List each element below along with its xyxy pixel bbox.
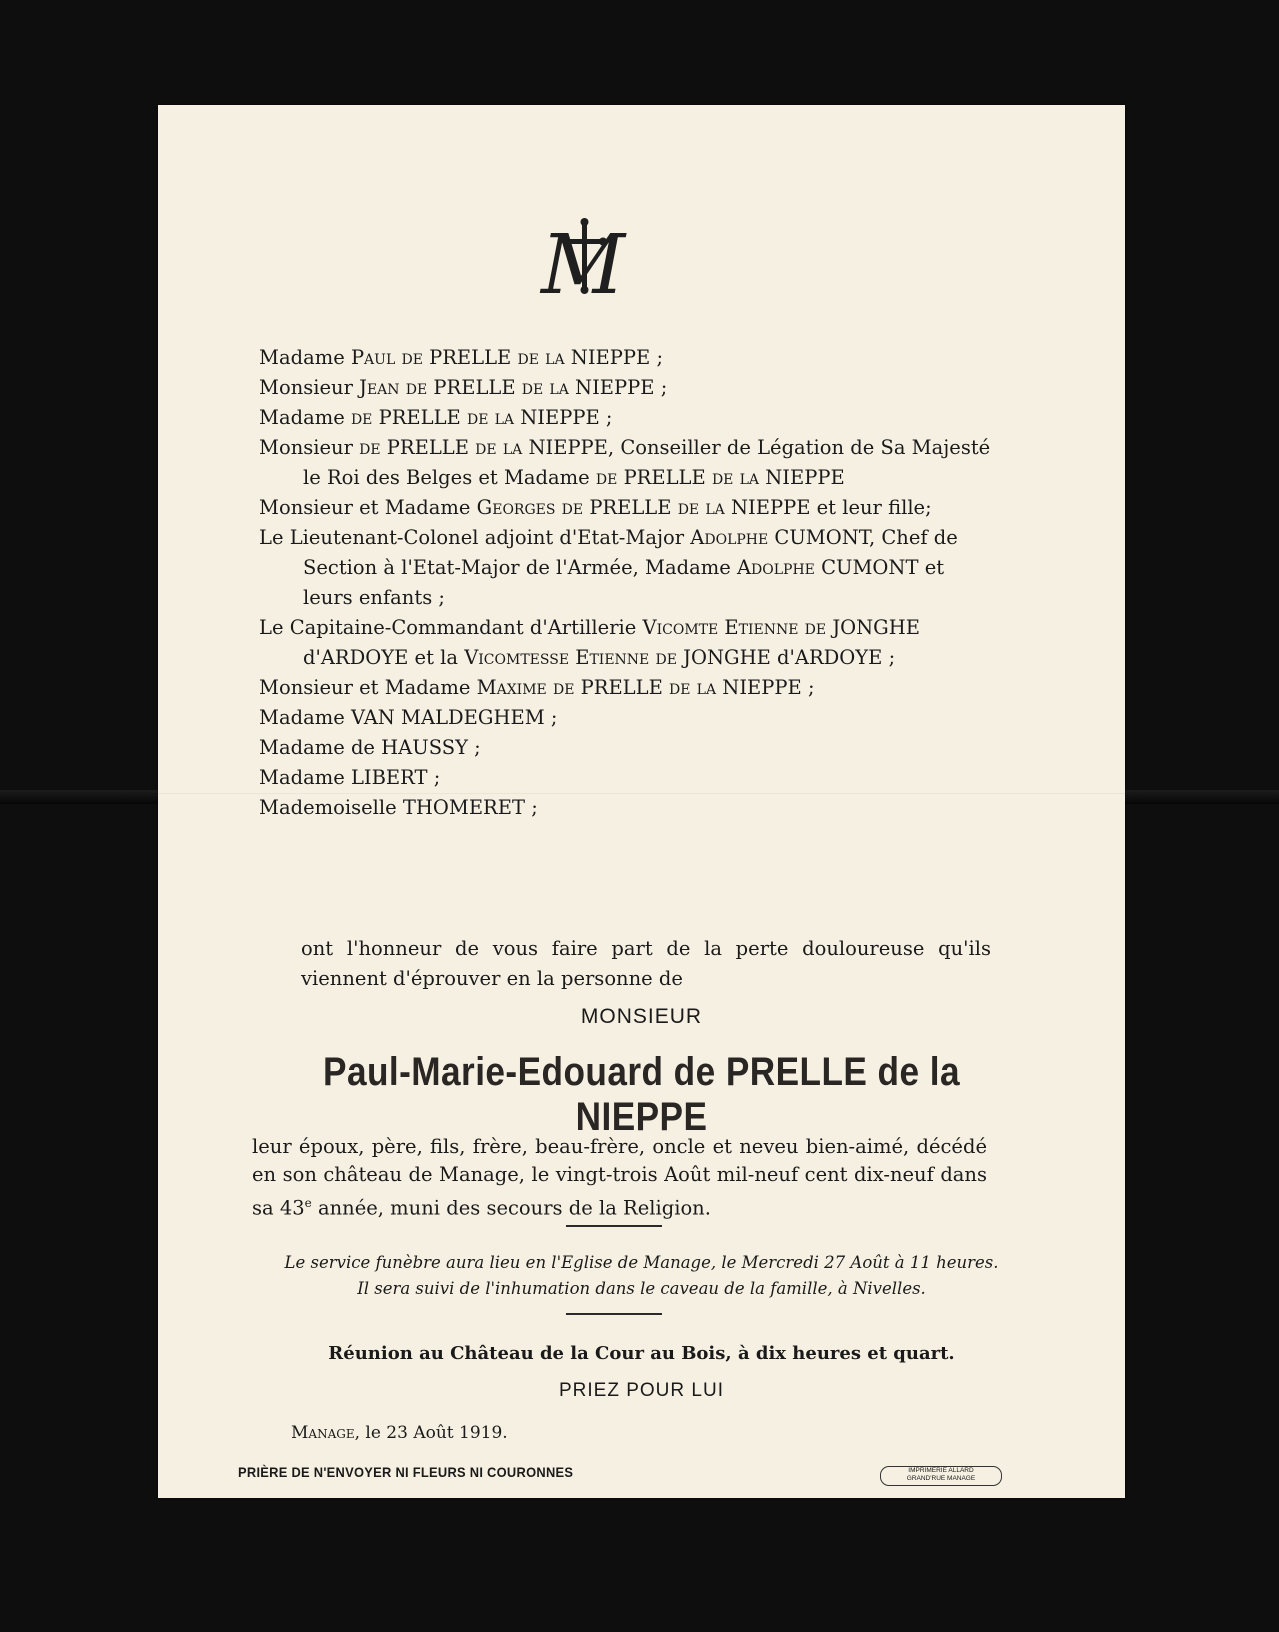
mourner-line-continued: d'ARDOYE et la Vicomtesse Etienne de JONGHE d'ARDOYE ; [303, 646, 896, 669]
mourner-line: Le Capitaine-Commandant d'Artillerie Vicomte Etienne de JONGHE [259, 616, 920, 639]
monogram-letter: M [541, 218, 625, 305]
divider-rule [566, 1313, 662, 1315]
mourner-line: Monsieur de PRELLE de la NIEPPE, Conseiller de Légation de Sa Majesté [259, 436, 991, 459]
mourning-card [158, 105, 1125, 1498]
mourner-line: Monsieur Jean de PRELLE de la NIEPPE ; [259, 376, 668, 399]
mourner-line: Le Lieutenant-Colonel adjoint d'Etat-Major Adolphe CUMONT, Chef de [259, 526, 958, 549]
mourner-line-continued: leurs enfants ; [303, 586, 445, 609]
mourner-line: Madame VAN MALDEGHEM ; [259, 706, 558, 729]
prayer-line: PRIEZ POUR LUI [559, 1380, 724, 1401]
mourner-line-continued: Section à l'Etat-Major de l'Armée, Madame Adolphe CUMONT et [303, 556, 945, 579]
deceased-name: Paul-Marie-Edouard de PRELLE de la NIEPPE [323, 1050, 960, 1139]
reunion-info: Réunion au Château de la Cour au Bois, à dix heures et quart. [328, 1343, 955, 1364]
mourner-line: Madame Paul de PRELLE de la NIEPPE ; [259, 346, 664, 369]
mourner-line: Monsieur et Madame Maxime de PRELLE de la NIEPPE ; [259, 676, 815, 699]
mourner-line: Madame de HAUSSY ; [259, 736, 481, 759]
deceased-description: leur époux, père, fils, frère, beau-frère, oncle et neveu bien-aimé, décédé en son château de Manage, le vingt-trois Août mil-neuf cent dix-neuf dans sa 43e année, muni des secours de la Religion. [252, 1135, 987, 1220]
announcement-intro: ont l'honneur de vous faire part de la perte douloureuse qu'ils viennent d'éprouver en la personne de [301, 937, 991, 990]
mourner-line-continued: le Roi des Belges et Madame de PRELLE de la NIEPPE [303, 466, 845, 489]
no-flowers-note: PRIÈRE DE N'ENVOYER NI FLEURS NI COURONNES [238, 1464, 574, 1480]
funeral-service-info: Le service funèbre aura lieu en l'Eglise de Manage, le Mercredi 27 Août à 11 heures. Il sera suivi de l'inhumation dans le caveau de la famille, à Nivelles. [284, 1253, 999, 1298]
mourner-line: Madame de PRELLE de la NIEPPE ; [259, 406, 613, 429]
cross-monogram-emblem [498, 215, 668, 305]
deceased-honorific: MONSIEUR [580, 1005, 703, 1028]
family-list [259, 343, 999, 823]
mourner-line: Monsieur et Madame Georges de PRELLE de la NIEPPE et leur fille; [259, 496, 932, 519]
mourner-line: Mademoiselle THOMERET ; [259, 796, 538, 819]
place-date: Manage, le 23 Août 1919. [291, 1423, 508, 1443]
divider-rule [566, 1225, 662, 1227]
mourner-line: Madame LIBERT ; [259, 766, 441, 789]
printer-stamp: IMPRIMERIE ALLARD GRAND'RUE MANAGE [880, 1466, 1002, 1486]
